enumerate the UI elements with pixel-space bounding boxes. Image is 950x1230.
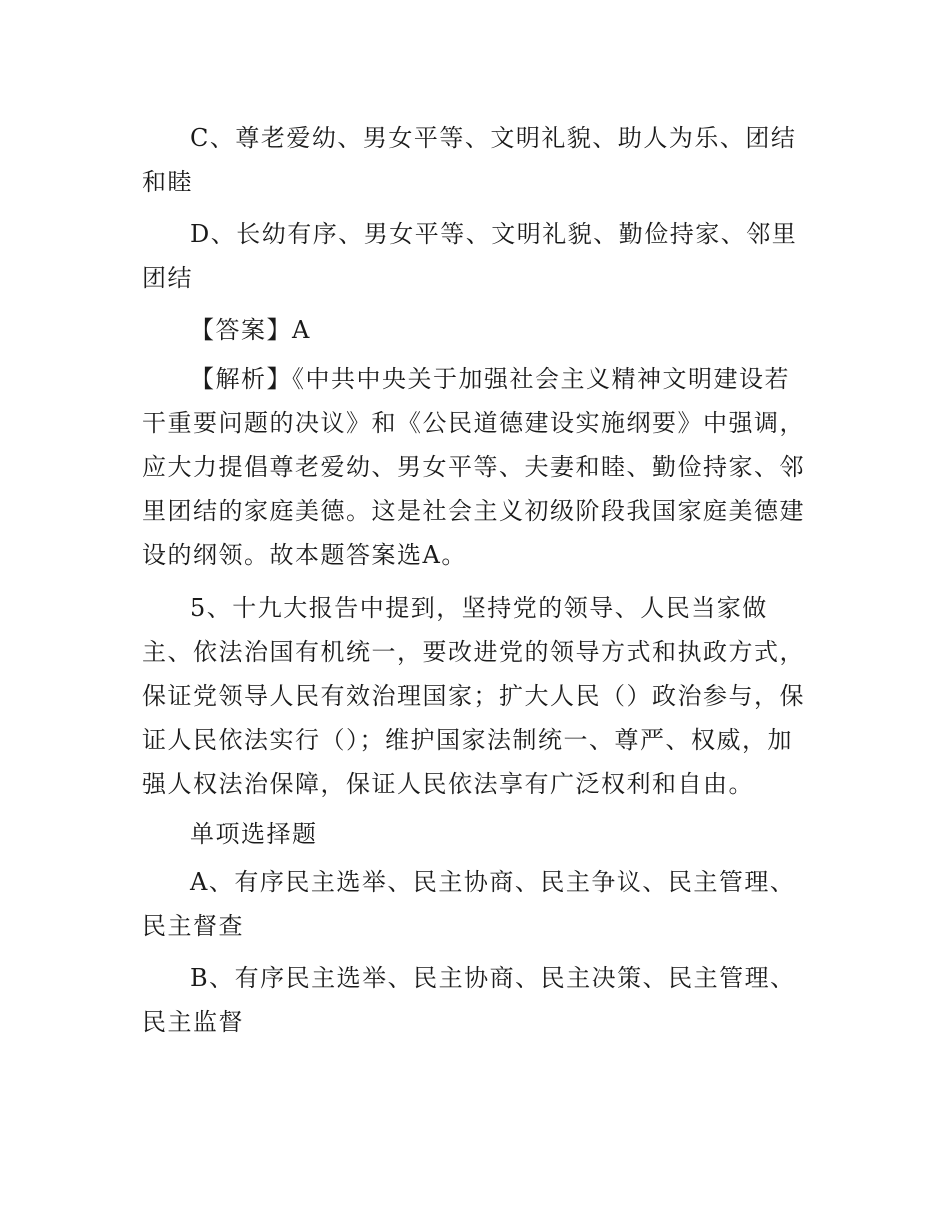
option-b-text: B、有序民主选举、民主协商、民主决策、民主管理、民主监督: [142, 964, 796, 1036]
option-a-text: A、有序民主选举、民主协商、民主争议、民主管理、民主督查: [142, 868, 796, 940]
option-c-text: C、尊老爱幼、男女平等、文明礼貌、助人为乐、团结和睦: [142, 124, 797, 196]
answer-text: 【答案】A: [190, 316, 311, 344]
question-5-text: 5、十九大报告中提到，坚持党的领导、人民当家做主、依法治国有机统一，要改进党的领导方式和执政方式，保证党领导人民有效治理国家；扩大人民（）政治参与，保证人民依法实行（）；维护国家法制统一、尊严、权威，加强人权法治保障，保证人民依法享有广泛权利和自由。: [142, 594, 805, 798]
option-d-text: D、长幼有序、男女平等、文明礼貌、勤俭持家、邻里团结: [142, 220, 798, 292]
question-type-label: 单项选择题: [190, 820, 318, 848]
explanation-text: 【解析】《中共中央关于加强社会主义精神文明建设若干重要问题的决议》和《公民道德建设实施纲要》中强调，应大力提倡尊老爱幼、男女平等、夫妻和睦、勤俭持家、邻里团结的家庭美德。这是社会主义初级阶段我国家庭美德建设的纲领。故本题答案选A。: [142, 365, 805, 569]
